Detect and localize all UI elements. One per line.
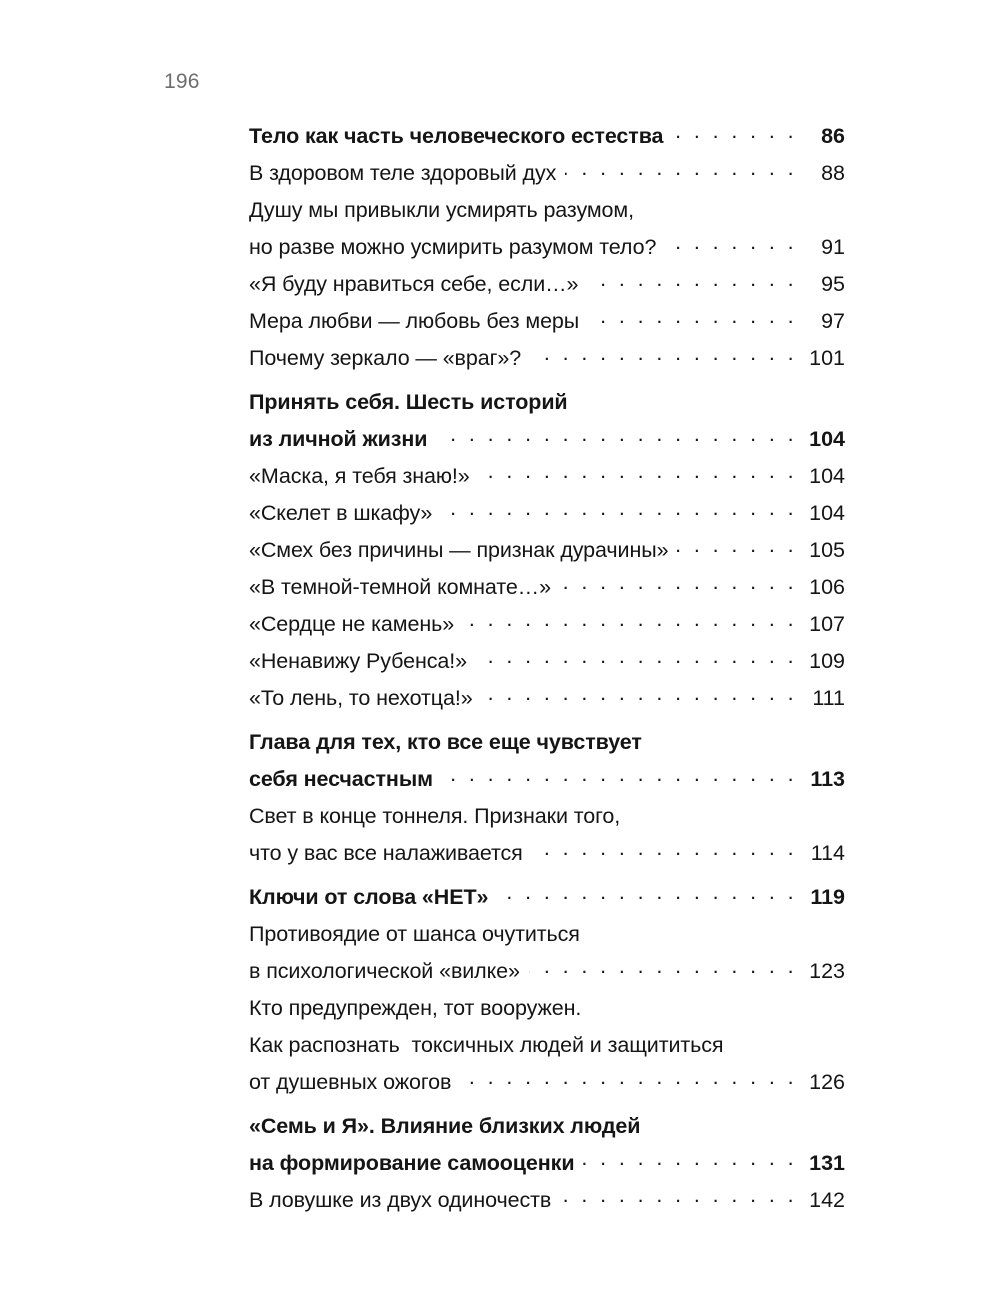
toc-entry-title: Кто предупрежден, тот вооружен.: [249, 995, 582, 1020]
dot-leader: [441, 498, 797, 520]
dot-leader: [677, 535, 797, 557]
toc-entry-line: [249, 1030, 845, 1067]
toc-entry-line-final: [249, 306, 845, 343]
toc-entry[interactable]: [249, 1185, 845, 1222]
toc-entry-page-number: 111: [812, 685, 845, 710]
toc-entry-page-number: 107: [809, 611, 845, 636]
dot-leader: [588, 306, 797, 328]
toc-entry-line-final: [249, 1148, 845, 1185]
toc-entry[interactable]: [249, 919, 845, 993]
toc-entry-page-number: 123: [809, 958, 845, 983]
toc-entry-title: в психологической «вилке»: [249, 958, 520, 983]
toc-entry-page-number: 119: [810, 884, 845, 909]
toc-entry-line-final: [249, 498, 845, 535]
toc-entry-title: «Ненавижу Рубенса!»: [249, 648, 468, 673]
toc-entry-title: «Скелет в шкафу»: [249, 500, 433, 525]
dot-leader: [460, 1067, 797, 1089]
dot-leader: [587, 269, 797, 291]
dot-leader: [560, 1185, 797, 1207]
toc-entry[interactable]: [249, 572, 845, 609]
table-of-contents-list: [249, 114, 845, 1222]
toc-entry-line-final: [249, 232, 845, 269]
toc-entry-title: В ловушке из двух одиночеств: [249, 1187, 552, 1212]
toc-entry-title: Ключи от слова «НЕТ»: [249, 884, 489, 909]
toc-entry-title: от душевных ожогов: [249, 1069, 452, 1094]
toc-entry-line-final: [249, 882, 845, 919]
dot-leader: [479, 461, 797, 483]
dot-leader: [665, 232, 797, 254]
toc-entry-page-number: 114: [810, 840, 845, 865]
dot-leader: [532, 838, 797, 860]
dot-leader: [442, 764, 797, 786]
toc-entry[interactable]: [249, 646, 845, 683]
toc-entry-title: но разве можно усмирить разумом тело?: [249, 234, 657, 259]
toc-entry-title: Противоядие от шанса очутиться: [249, 921, 580, 946]
dot-leader: [672, 121, 797, 143]
dot-leader: [529, 956, 797, 978]
toc-entry-page-number: 126: [809, 1069, 845, 1094]
toc-entry[interactable]: [249, 306, 845, 343]
page-folio-number: 196: [164, 70, 200, 93]
toc-entry-page-number: 142: [809, 1187, 845, 1212]
toc-entry-title: Принять себя. Шесть историй: [249, 389, 568, 414]
toc-entry[interactable]: [249, 801, 845, 875]
toc-entry-title: «Смех без причины — признак дурачины»: [249, 537, 669, 562]
toc-entry[interactable]: [249, 387, 845, 461]
toc-entry-title: себя несчастным: [249, 766, 433, 791]
dot-leader: [530, 343, 797, 365]
toc-entry-title: «Маска, я тебя знаю!»: [249, 463, 470, 488]
toc-entry-title: Свет в конце тоннеля. Признаки того,: [249, 803, 621, 828]
toc-entry[interactable]: [249, 195, 845, 269]
toc-entry-line-final: [249, 269, 845, 306]
toc-entry-title: Тело как часть человеческого естества: [249, 123, 664, 148]
toc-entry-line: [249, 919, 845, 956]
toc-entry-line: [249, 195, 845, 232]
toc-entry[interactable]: [249, 993, 845, 1104]
toc-entry[interactable]: [249, 727, 845, 801]
toc-entry[interactable]: [249, 343, 845, 380]
toc-entry-page-number: 97: [821, 308, 845, 333]
toc-entry-title: Глава для тех, кто все еще чувствует: [249, 729, 642, 754]
toc-entry-line-final: [249, 1067, 845, 1104]
toc-entry-page-number: 109: [809, 648, 845, 673]
toc-entry-page-number: 105: [809, 537, 845, 562]
toc-entry-line-final: [249, 535, 845, 572]
toc-entry-page-number: 106: [809, 574, 845, 599]
toc-entry-page-number: 131: [809, 1150, 845, 1175]
toc-entry-line-final: [249, 838, 845, 875]
toc-entry-page-number: 113: [810, 766, 845, 791]
toc-entry-line-final: [249, 646, 845, 683]
toc-entry-title: «То лень, то нехотца!»: [249, 685, 473, 710]
toc-entry-line-final: [249, 461, 845, 498]
toc-entry-title: из личной жизни: [249, 426, 428, 451]
toc-entry-line-final: [249, 1185, 845, 1222]
toc-entry-line-final: [249, 424, 845, 461]
toc-entry-line: [249, 727, 845, 764]
dot-leader: [560, 572, 797, 594]
toc-entry-line-final: [249, 683, 845, 720]
toc-entry-title: Как распознать токсичных людей и защититься: [249, 1032, 724, 1057]
toc-entry-line: [249, 993, 845, 1030]
dot-leader: [583, 1148, 797, 1170]
toc-entry-title: что у вас все налаживается: [249, 840, 523, 865]
toc-entry[interactable]: [249, 158, 845, 195]
toc-entry-line-final: [249, 158, 845, 195]
toc-entry-title: «Я буду нравиться себе, если…»: [249, 271, 579, 296]
dot-leader: [463, 609, 797, 631]
toc-entry[interactable]: [249, 1111, 845, 1185]
dot-leader: [476, 646, 797, 668]
toc-entry-title: «В темной-темной комнате…»: [249, 574, 551, 599]
toc-entry-title: Душу мы привыкли усмирять разумом,: [249, 197, 634, 222]
toc-entry-title: «Сердце не камень»: [249, 611, 455, 636]
toc-entry-title: на формирование самооценки: [249, 1150, 575, 1175]
dot-leader: [436, 424, 797, 446]
toc-entry-line: [249, 1111, 845, 1148]
toc-entry[interactable]: [249, 121, 845, 158]
dot-leader: [497, 882, 797, 904]
toc-entry-page-number: 101: [809, 345, 845, 370]
toc-entry-line-final: [249, 121, 845, 158]
toc-entry[interactable]: [249, 269, 845, 306]
toc-entry-line-final: [249, 343, 845, 380]
toc-entry-line-final: [249, 956, 845, 993]
toc-entry[interactable]: [249, 461, 845, 498]
toc-entry-line: [249, 387, 845, 424]
toc-entry-title: «Семь и Я». Влияние близких людей: [249, 1113, 641, 1138]
toc-entry-page-number: 104: [809, 426, 845, 451]
toc-entry-line-final: [249, 609, 845, 646]
dot-leader: [565, 158, 797, 180]
toc-entry-page-number: 104: [809, 500, 845, 525]
toc-entry-page-number: 86: [821, 123, 845, 148]
toc-entry-page-number: 91: [821, 234, 845, 259]
toc-entry-line: [249, 801, 845, 838]
toc-entry[interactable]: [249, 683, 845, 720]
toc-entry-line-final: [249, 764, 845, 801]
dot-leader: [482, 683, 797, 705]
toc-entry-page-number: 104: [809, 463, 845, 488]
toc-entry-page-number: 95: [821, 271, 845, 296]
toc-entry-title: В здоровом теле здоровый дух: [249, 160, 557, 185]
toc-entry[interactable]: [249, 535, 845, 572]
toc-entry[interactable]: [249, 498, 845, 535]
toc-entry[interactable]: [249, 882, 845, 919]
toc-entry-title: Почему зеркало — «враг»?: [249, 345, 522, 370]
toc-entry-title: Мера любви — любовь без меры: [249, 308, 580, 333]
toc-entry-page-number: 88: [821, 160, 845, 185]
toc-entry-line-final: [249, 572, 845, 609]
toc-entry[interactable]: [249, 609, 845, 646]
